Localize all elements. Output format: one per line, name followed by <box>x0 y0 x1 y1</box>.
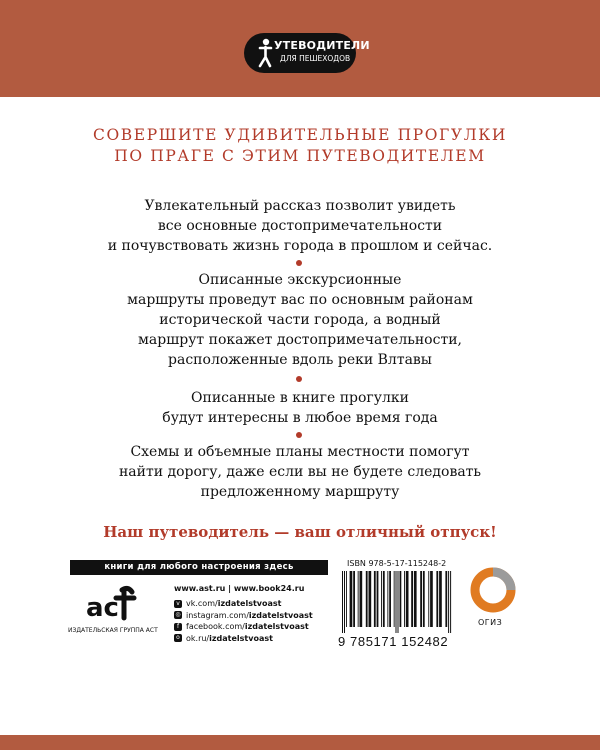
ogiz-label: ОГИЗ <box>478 618 503 627</box>
ogiz-logo-icon <box>468 565 518 615</box>
ok-link[interactable]: o ok.ru/ izdatelstvoast <box>174 633 313 645</box>
bullet-dot <box>296 432 302 438</box>
paragraph-2: Описанные экскурсионные маршруты проведут вас по основным районам исторической части города, а водный маршрут покажет достопримечательности, расположенные вдоль реки Влтавы <box>127 272 473 368</box>
isbn-text: ISBN 978-5-17-115248-2 <box>347 559 447 568</box>
paragraph-4: Схемы и объемные планы местности помогут найти дорогу, даже если вы не будете следовать предложенному маршруту <box>118 444 482 500</box>
bullet-dot <box>296 376 302 382</box>
series-title: УТЕВОДИТЕЛИ <box>274 39 370 52</box>
bottom-color-band <box>0 735 600 750</box>
ast-logo <box>84 584 144 624</box>
slogan-bar: книги для любого настроения здесь <box>70 560 328 575</box>
walking-person-icon <box>254 38 276 68</box>
facebook-icon: f <box>174 623 182 631</box>
vk-link[interactable]: v vk.com/ izdatelstvoast <box>174 598 313 610</box>
paragraph-1: Увлекательный рассказ позволит увидеть все основные достопримечательности и почувствовать жизнь города в прошлом и сейчас. <box>107 198 493 254</box>
barcode-digits: 9 785171 152482 <box>338 634 449 649</box>
instagram-link[interactable]: ◎ instagram.com/ izdatelstvoast <box>175 610 313 620</box>
facebook-link[interactable]: f facebook.com/ izdatelstvoast <box>174 621 313 633</box>
series-subtitle: ДЛЯ ПЕШЕХОДОВ <box>280 54 351 63</box>
tagline: Наш путеводитель — ваш отличный отпуск! <box>103 523 497 541</box>
paragraph-3: Описанные в книге прогулки будут интересны в любое время года <box>162 390 438 426</box>
svg-text:ас: ас <box>86 593 119 623</box>
publisher-links <box>174 584 313 644</box>
headline: СОВЕРШИТЕ УДИВИТЕЛЬНЫЕ ПРОГУЛКИ ПО ПРАГЕ С ЭТИМ ПУТЕВОДИТЕЛЕМ <box>93 126 507 165</box>
publisher-caption: ИЗДАТЕЛЬСКАЯ ГРУППА АСТ <box>68 627 158 634</box>
vk-icon: v <box>174 600 182 608</box>
instagram-icon: ◎ <box>175 611 181 619</box>
barcode <box>340 571 456 633</box>
ok-icon: o <box>174 634 182 642</box>
bullet-dot <box>296 260 302 266</box>
series-logo <box>244 33 370 73</box>
website-links[interactable]: www.ast.ru | www.book24.ru <box>174 584 305 593</box>
